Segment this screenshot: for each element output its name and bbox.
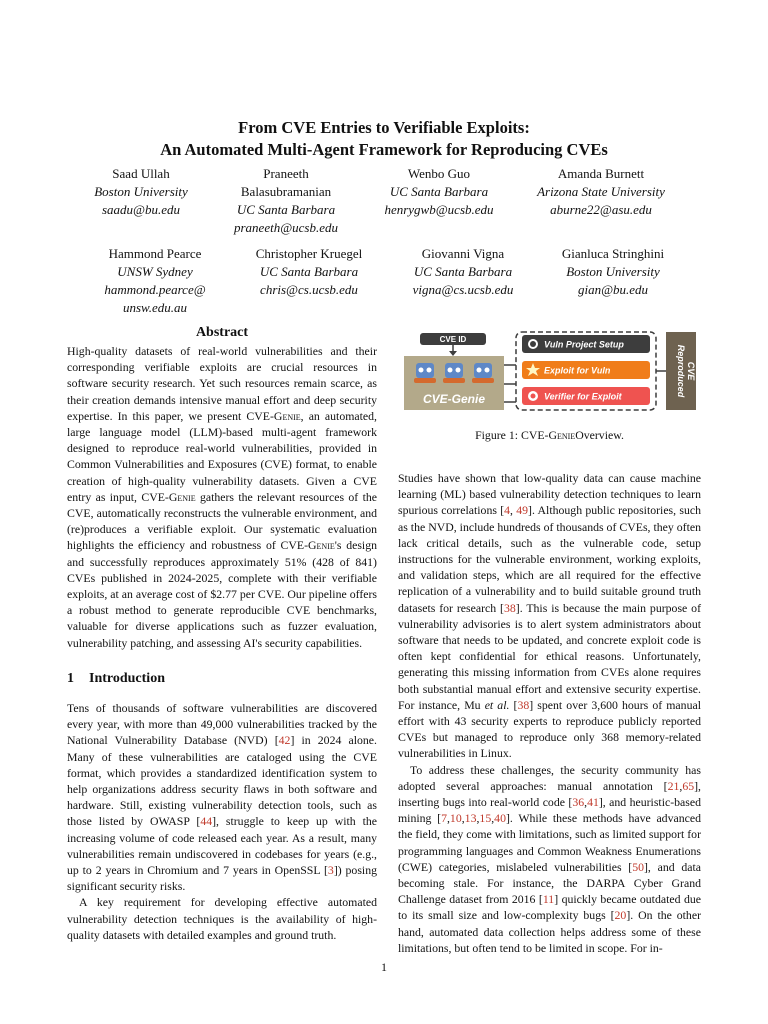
citation-link[interactable]: 50 xyxy=(632,859,644,874)
author-8 xyxy=(528,245,698,299)
author-affiliation: UNSW Sydney xyxy=(117,264,193,279)
author-name: Hammond Pearce xyxy=(108,246,202,261)
abstract-genie-3: Genie xyxy=(308,538,335,553)
body-text: ]. While these methods have advanced the field, they come with limitations, such as limited support for programming languages and Common Weakness Enumerations (CWE) categories, mislabeled vulnerabilities [ xyxy=(398,811,701,874)
intro-text: Tens of thousands of software vulnerabilities are discovered every year, with more than 49,000 vulnerabilities tracked by the National Vulnerability Database (NVD) [ xyxy=(67,701,377,748)
citation-link[interactable]: 36 xyxy=(572,795,585,810)
abstract-text-1: High-quality datasets of real-world vulnerabilities and their corresponding verifiable exploits are crucial resources in software security research. Yet such resources remain scarce, as their creation demands intensive manual effort and deep security expertise. In this paper, we present CVE- xyxy=(67,344,377,423)
body-text: , xyxy=(584,795,588,810)
citation-link[interactable]: 38 xyxy=(517,697,530,712)
intro-paragraph-2: A key requirement for developing effective automated vulnerability detection techniques is the availability of high-quality datasets with detailed examples and ground truth. xyxy=(67,895,377,942)
caption-genie: Genie xyxy=(548,428,576,442)
author-name: Amanda Burnett xyxy=(557,166,645,181)
author-email: aburne22@asu.edu xyxy=(550,202,652,217)
vuln-setup-label: Vuln Project Setup xyxy=(544,339,624,350)
exploit-label: Exploit for Vuln xyxy=(544,365,611,376)
author-affiliation: Boston University xyxy=(566,264,660,279)
author-6 xyxy=(224,245,394,299)
intro-text: ] in 2024 alone. Many of these vulnerabilities are cataloged using the CVE format, which provides a standardized identification system to help organizations address security flaws in both software and hardware. Still, existing vulnerability detection tools, such as those listed by OWASP [ xyxy=(67,733,377,829)
body-text: , xyxy=(446,811,450,826)
cve-id-label: CVE ID xyxy=(439,335,467,344)
et-al: et al. xyxy=(484,697,510,712)
body-text: ], inserting bugs into real-world code [ xyxy=(398,778,701,810)
body-text: , xyxy=(510,503,517,518)
abstract-genie-2: Genie xyxy=(168,489,196,504)
right-paragraph-1 xyxy=(398,470,701,762)
target-icon-inner xyxy=(531,394,536,399)
author-affiliation: Boston University xyxy=(94,184,188,199)
author-3 xyxy=(354,165,524,219)
author-name: Christopher Kruegel xyxy=(255,246,363,261)
citation-link[interactable]: 38 xyxy=(503,600,516,615)
caption-text: Overview. xyxy=(575,428,624,442)
author-4 xyxy=(516,165,686,219)
body-text: , xyxy=(476,811,480,826)
body-text: ] spent over 3,600 hours of manual effort with 43 security experts to reproduce publicly reported CVEs but managed to reproduce only 368 memory-related vulnerabilities in Linux. xyxy=(398,697,701,761)
abstract-genie-1: Genie xyxy=(273,408,301,423)
arrow-head-down xyxy=(449,351,457,356)
author-email: praneeth@ucsb.edu xyxy=(233,220,339,235)
author-name: Praneeth xyxy=(263,166,309,181)
paper-title xyxy=(0,117,768,161)
body-text: , xyxy=(679,778,683,793)
author-affiliation: UC Santa Barbara xyxy=(413,264,513,279)
author-email: vigna@cs.ucsb.edu xyxy=(412,282,514,297)
author-name: Giovanni Vigna xyxy=(421,246,505,261)
body-text: To address these challenges, the security community has adopted several approaches: manual annotation [ xyxy=(398,762,701,793)
citation-link[interactable]: 4 xyxy=(504,503,511,518)
verifier-label: Verifier for Exploit xyxy=(544,391,622,402)
author-7 xyxy=(378,245,548,299)
intro-text: ]) posing significant security risks. xyxy=(67,863,377,894)
author-email: henrygwb@ucsb.edu xyxy=(384,202,494,217)
body-text: [ xyxy=(509,697,518,712)
abstract-text-3: gathers the relevant resources of the CVE, automatically reconstructs the vulnerable environment, and (re)produces a verifiable exploit. Our systematic evaluation highlights the efficiency and robustness of CVE- xyxy=(67,489,377,553)
citation-link[interactable]: 41 xyxy=(587,795,599,810)
body-text: , xyxy=(461,811,465,826)
author-email-2: unsw.edu.au xyxy=(122,300,188,315)
citation-link[interactable]: 11 xyxy=(542,892,555,907)
title-line-2: An Automated Multi-Agent Framework for Reproducing CVEs xyxy=(160,140,608,159)
body-text: ]. This is because the main purpose of vulnerability advisories is to alert system administrators about software that needs to be updated, and concrete exploit code is often kept confidential for ethical reasons. Unfortunately, generating this missing information from CVEs alone requires both substantial manual effort and extensive security expertise. For instance, Mu xyxy=(398,600,701,712)
introduction-body xyxy=(67,700,377,943)
author-name: Saad Ullah xyxy=(112,166,170,181)
title-line-1: From CVE Entries to Verifiable Exploits: xyxy=(238,118,530,137)
citation-link[interactable]: 10 xyxy=(449,811,462,826)
body-text: ] quickly became outdated due to its small size and low-complexity bugs [ xyxy=(398,892,701,923)
body-text: ], and heuristic-based mining [ xyxy=(398,795,702,826)
reproduced-label-2: CVE xyxy=(686,361,696,381)
body-text: , xyxy=(491,811,495,826)
citation-link[interactable]: 49 xyxy=(516,503,529,518)
author-email: chris@cs.ucsb.edu xyxy=(260,282,358,297)
body-text: ]. On the other hand, automated data collection helps address some of these limitations, but often tend to be limited in scope. For in- xyxy=(398,908,702,955)
citation-link[interactable]: 13 xyxy=(464,811,477,826)
section-heading-introduction xyxy=(67,671,165,687)
right-paragraph-2 xyxy=(398,762,701,956)
page-number: 1 xyxy=(381,960,387,974)
robot-icon xyxy=(414,363,436,383)
figure-1-overview xyxy=(402,330,698,412)
robot-icon xyxy=(472,363,494,383)
author-5 xyxy=(70,245,240,317)
cve-genie-logo-text: CVE-Genie xyxy=(422,392,486,406)
citation-link[interactable]: 21 xyxy=(667,778,680,793)
intro-text: ], struggle to keep up with the increasing volume of code released each year. As a result, many vulnerabilities remain undiscovered in codebases for years (e.g., up to 2 years in Chromium and 7 years in OpenSSL [ xyxy=(67,814,377,878)
github-icon-inner xyxy=(530,341,536,347)
citation-link[interactable]: 65 xyxy=(682,778,695,793)
citation-link[interactable]: 7 xyxy=(441,811,447,826)
body-text: ], and data becoming stale. For instance, the DARPA Cyber Grand Challenge dataset from 2016 [ xyxy=(398,859,701,907)
abstract-paragraph xyxy=(67,343,377,651)
citation-link[interactable]: 3 xyxy=(327,863,334,878)
author-affiliation: UC Santa Barbara xyxy=(259,264,359,279)
citation-link[interactable]: 20 xyxy=(614,908,627,923)
author-name: Wenbo Guo xyxy=(407,166,471,181)
intro-paragraph-1 xyxy=(67,700,377,894)
author-email: gian@bu.edu xyxy=(577,282,649,297)
section-number: 1 xyxy=(67,671,74,686)
author-name-2: Balasubramanian xyxy=(240,184,332,199)
author-affiliation: UC Santa Barbara xyxy=(236,202,336,217)
abstract-text-2: , an automated, large language model (LLM)-based multi-agent framework designed to reproduce real-world vulnerabilities, provided in Common Vulnerabilities and Exposures (CVE) format, to enable creation of high-quality vulnerability datasets. Given a CVE entry as input, CVE- xyxy=(67,408,377,504)
citation-link[interactable]: 40 xyxy=(494,811,506,826)
caption-text: Figure 1: CVE- xyxy=(475,428,549,442)
right-column-body xyxy=(398,470,701,956)
robot-icon xyxy=(443,363,465,383)
figure-1-caption xyxy=(398,428,701,443)
author-email: hammond.pearce@ xyxy=(104,282,206,297)
body-text: ]. Although public repositories, such as the NVD, include hundreds of thousands of CVEs, they often lack critical details, such as the vulnerable code, setup instructions for the vulnerable environment, working exploits, and validation steps, which are all required for the effective replication of a vulnerability and to build suitable ground truth datasets for research [ xyxy=(398,503,701,615)
citation-link[interactable]: 15 xyxy=(479,811,492,826)
author-affiliation: UC Santa Barbara xyxy=(389,184,489,199)
author-2 xyxy=(201,165,371,237)
author-affiliation: Arizona State University xyxy=(537,184,665,199)
abstract-heading: Abstract xyxy=(195,325,249,340)
author-name: Gianluca Stringhini xyxy=(561,246,665,261)
body-text: Studies have shown that low-quality data can cause machine learning (ML) based vulnerability detection techniques to learn spurious correlations [ xyxy=(398,471,701,518)
citation-link[interactable]: 42 xyxy=(278,733,291,748)
abstract-body xyxy=(67,343,377,651)
author-email: saadu@bu.edu xyxy=(101,202,181,217)
citation-link[interactable]: 44 xyxy=(200,814,213,829)
abstract-text-4: 's design and successfully reproduces approximately 51% (428 of 841) CVEs published in 2024-2025, complete with their verifiable exploits, at an average cost of $2.77 per CVE. Our pipeline offers a robust method to generate reproducible CVE benchmarks, valuable for diverse applications such as fuzzer evaluation, vulnerability patching, and assessing AI's security capabilities. xyxy=(67,538,377,650)
reproduced-label-1: Reproduced xyxy=(676,344,686,398)
section-title: Introduction xyxy=(89,671,165,686)
